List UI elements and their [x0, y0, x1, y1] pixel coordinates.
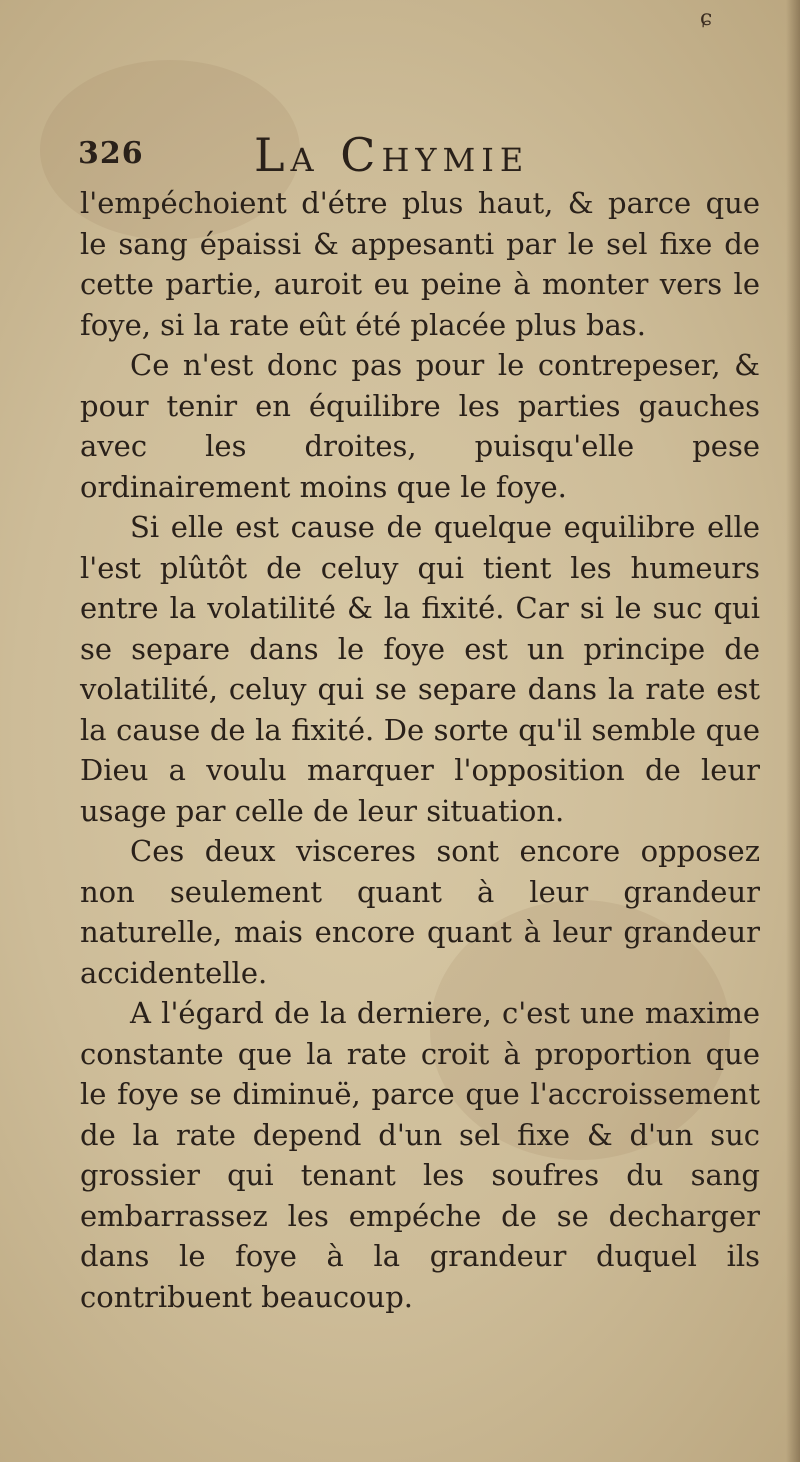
corner-ink-mark: ɕ	[700, 6, 713, 31]
paragraph: A l'égard de la derniere, c'est une maxime constante que la rate croit à proportion que le foye se diminuë, parce que l'accroissement de la rate depend d'un sel fixe & d'un suc grossier qui tenant les soufres du sang embarrassez les empéche de se decharger dans le foye à la grandeur duquel ils contribuent beaucoup.	[80, 996, 760, 1314]
page-header	[78, 128, 758, 182]
running-title: La Chymie	[254, 128, 530, 182]
page-number: 326	[78, 136, 144, 171]
body-text	[80, 183, 760, 1317]
paragraph: l'empéchoient d'étre plus haut, & parce que le sang épaissi & appesanti par le sel fixe de cette partie, auroit eu peine à monter vers le foye, si la rate eût été placée plus bas.	[80, 186, 760, 342]
paragraph: Si elle est cause de quelque equilibre elle l'est plûtôt de celuy qui tient les humeurs entre la volatilité & la fixité. Car si le suc qui se separe dans le foye est un principe de volatilité, celuy qui se separe dans la rate est la cause de la fixité. De sorte qu'il semble que Dieu a voulu marquer l'opposition de leur usage par celle de leur situation.	[80, 510, 760, 828]
paragraph: Ces deux visceres sont encore opposez non seulement quant à leur grandeur naturelle, mais encore quant à leur grandeur accidentelle.	[80, 834, 760, 990]
paragraph: Ce n'est donc pas pour le contrepeser, & pour tenir en équilibre les parties gauches avec les droites, puisqu'elle pese ordinairement moins que le foye.	[80, 348, 760, 504]
page-edge-shadow	[786, 0, 800, 1462]
